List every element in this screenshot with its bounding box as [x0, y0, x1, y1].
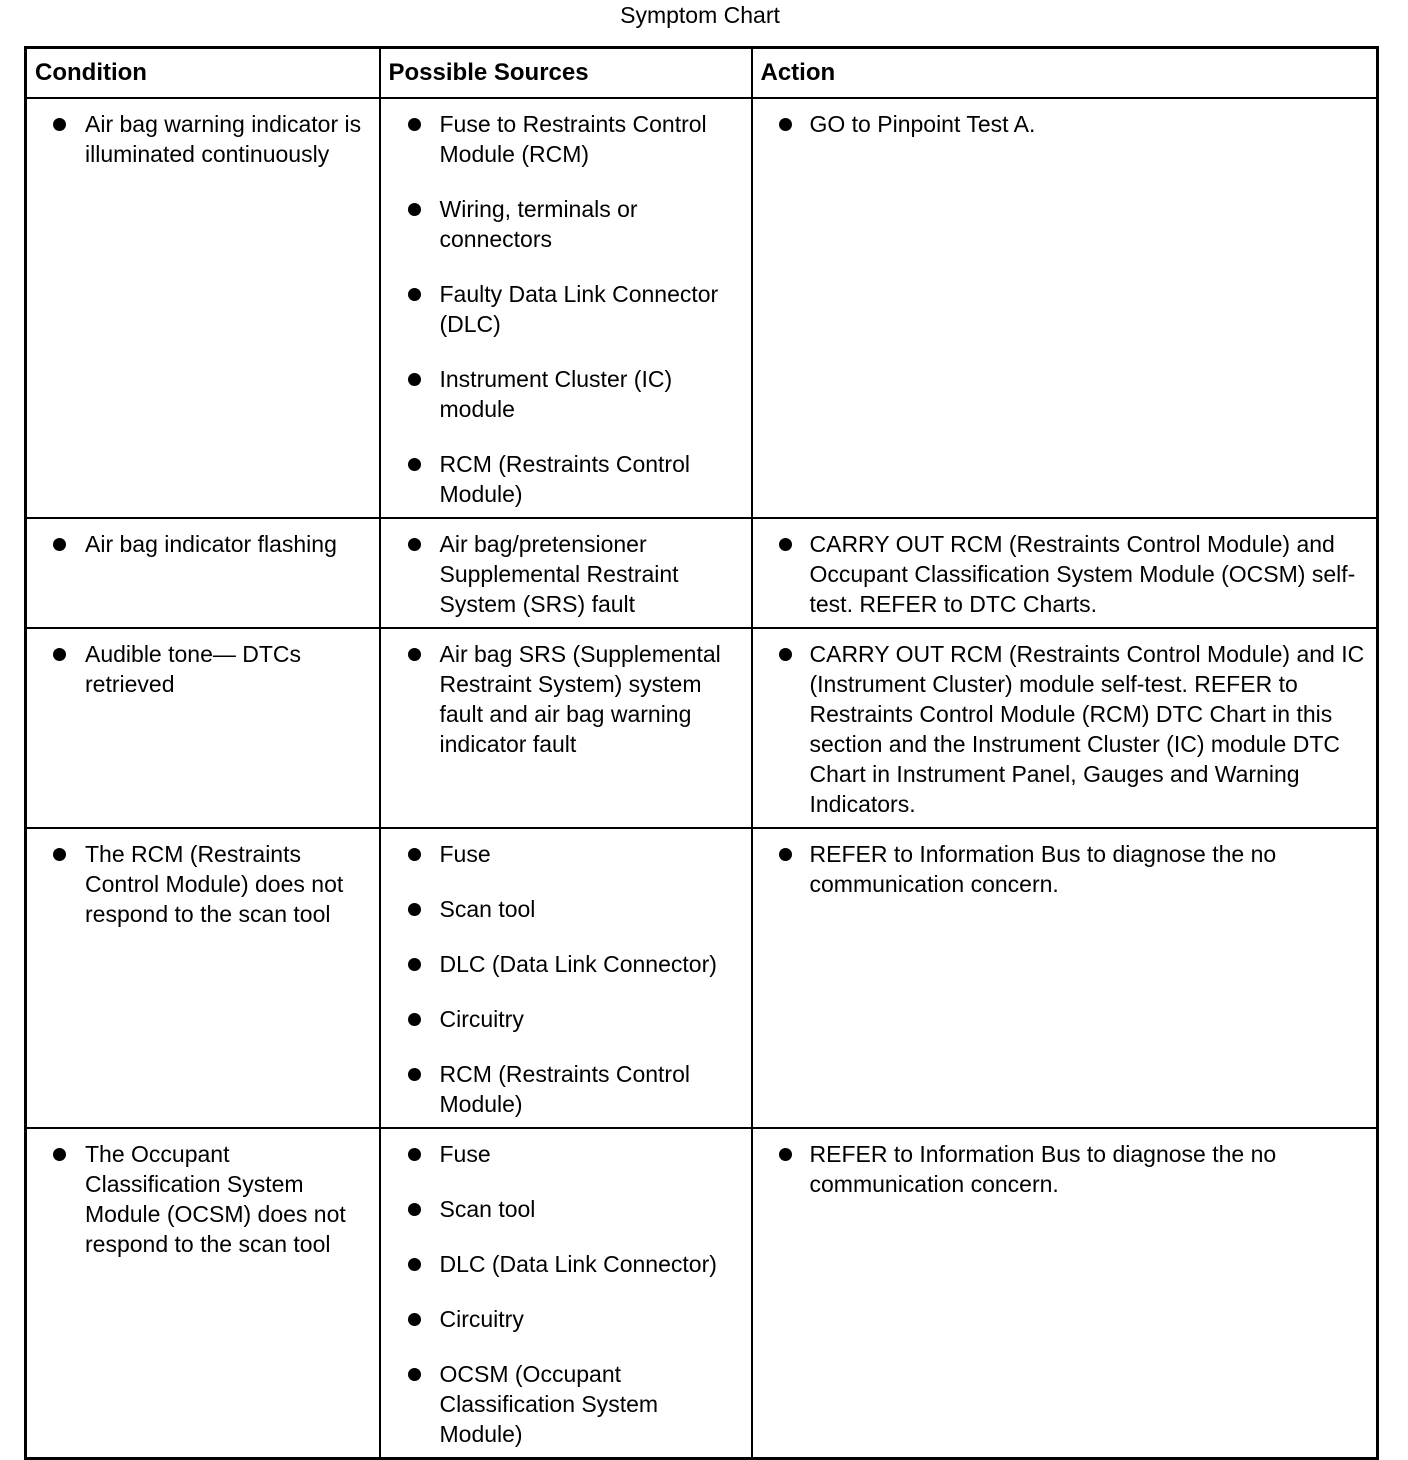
- source-text: Faulty Data Link Connector (DLC): [439, 281, 719, 337]
- sources-cell: [380, 1128, 752, 1459]
- symptom-table: [24, 46, 1379, 1460]
- list-item: [27, 529, 371, 559]
- source-text: Instrument Cluster (IC) module: [439, 366, 673, 422]
- bullet-icon: [408, 1148, 421, 1161]
- source-text: Scan tool: [439, 1196, 536, 1222]
- header-possible-sources: Possible Sources: [380, 48, 752, 99]
- table-row: [26, 828, 1378, 1128]
- list-item: [381, 529, 743, 619]
- list-item: [381, 639, 743, 759]
- condition-cell: [26, 828, 380, 1128]
- list-item: [381, 194, 743, 254]
- table-row: [26, 1128, 1378, 1459]
- page-title: Symptom Chart: [620, 2, 780, 28]
- source-text: Circuitry: [439, 1006, 524, 1032]
- action-text: CARRY OUT RCM (Restraints Control Module) and IC (Instrument Cluster) module self-test. REFER to Restraints Control Module (RCM) DTC Chart in this section and the Instrument Cluster (IC) module DTC Chart in Instrument Panel, Gauges and Warning Indicators.: [809, 641, 1365, 817]
- list-item: [381, 364, 743, 424]
- source-text: Air bag/pretensioner Supplemental Restraint System (SRS) fault: [439, 531, 679, 617]
- bullet-icon: [53, 1148, 66, 1161]
- bullet-icon: [53, 648, 66, 661]
- list-item: [381, 1004, 743, 1034]
- bullet-icon: [408, 118, 421, 131]
- list-item: [381, 894, 743, 924]
- source-text: DLC (Data Link Connector): [439, 1251, 717, 1277]
- list-item: [27, 1139, 371, 1259]
- bullet-icon: [408, 1368, 421, 1381]
- condition-text: Air bag warning indicator is illuminated continuously: [85, 111, 362, 167]
- source-text: OCSM (Occupant Classification System Module): [439, 1361, 659, 1447]
- source-text: DLC (Data Link Connector): [439, 951, 717, 977]
- header-condition: Condition: [26, 48, 380, 99]
- action-cell: [752, 828, 1378, 1128]
- condition-cell: [26, 518, 380, 628]
- list-item: [753, 639, 1369, 819]
- bullet-icon: [779, 1148, 792, 1161]
- source-text: Fuse to Restraints Control Module (RCM): [439, 111, 707, 167]
- list-item: [381, 109, 743, 169]
- source-text: RCM (Restraints Control Module): [439, 451, 690, 507]
- bullet-icon: [408, 958, 421, 971]
- list-item: [381, 839, 743, 869]
- bullet-icon: [408, 648, 421, 661]
- source-text: Air bag SRS (Supplemental Restraint System) system fault and air bag warning indicator fault: [439, 641, 721, 757]
- source-text: Fuse: [439, 1141, 491, 1167]
- bullet-icon: [779, 648, 792, 661]
- bullet-icon: [408, 203, 421, 216]
- sources-cell: [380, 828, 752, 1128]
- bullet-icon: [408, 538, 421, 551]
- bullet-icon: [53, 538, 66, 551]
- list-item: [753, 839, 1369, 899]
- condition-text: The RCM (Restraints Control Module) does not respond to the scan tool: [85, 841, 344, 927]
- action-text: REFER to Information Bus to diagnose the no communication concern.: [809, 841, 1277, 897]
- action-cell: [752, 628, 1378, 828]
- list-item: [381, 949, 743, 979]
- list-item: [381, 1359, 743, 1449]
- bullet-icon: [408, 1313, 421, 1326]
- source-text: RCM (Restraints Control Module): [439, 1061, 690, 1117]
- list-item: [381, 1139, 743, 1169]
- action-text: GO to Pinpoint Test A.: [809, 111, 1036, 137]
- bullet-icon: [408, 1203, 421, 1216]
- bullet-icon: [408, 1068, 421, 1081]
- table-row: [26, 518, 1378, 628]
- condition-text: The Occupant Classification System Module (OCSM) does not respond to the scan tool: [85, 1141, 346, 1257]
- condition-cell: [26, 98, 380, 518]
- bullet-icon: [408, 903, 421, 916]
- list-item: [753, 1139, 1369, 1199]
- list-item: [753, 529, 1369, 619]
- source-text: Wiring, terminals or connectors: [439, 196, 638, 252]
- list-item: [753, 109, 1369, 139]
- table-row: [26, 98, 1378, 518]
- condition-text: Audible tone— DTCs retrieved: [85, 641, 302, 697]
- action-cell: [752, 98, 1378, 518]
- source-text: Circuitry: [439, 1306, 524, 1332]
- bullet-icon: [408, 458, 421, 471]
- source-text: Scan tool: [439, 896, 536, 922]
- sources-cell: [380, 628, 752, 828]
- bullet-icon: [779, 848, 792, 861]
- action-text: REFER to Information Bus to diagnose the no communication concern.: [809, 1141, 1277, 1197]
- list-item: [381, 1249, 743, 1279]
- condition-text: Air bag indicator flashing: [85, 531, 337, 557]
- header-action: Action: [752, 48, 1378, 99]
- bullet-icon: [408, 288, 421, 301]
- bullet-icon: [53, 118, 66, 131]
- action-text: CARRY OUT RCM (Restraints Control Module) and Occupant Classification System Module (OCSM) self-test. REFER to DTC Charts.: [809, 531, 1356, 617]
- list-item: [381, 1194, 743, 1224]
- source-text: Fuse: [439, 841, 491, 867]
- list-item: [27, 839, 371, 929]
- bullet-icon: [408, 1258, 421, 1271]
- list-item: [381, 279, 743, 339]
- bullet-icon: [408, 1013, 421, 1026]
- bullet-icon: [53, 848, 66, 861]
- table-row: [26, 628, 1378, 828]
- bullet-icon: [779, 538, 792, 551]
- bullet-icon: [408, 373, 421, 386]
- list-item: [381, 1059, 743, 1119]
- list-item: [27, 639, 371, 699]
- condition-cell: [26, 628, 380, 828]
- list-item: [381, 449, 743, 509]
- condition-cell: [26, 1128, 380, 1459]
- bullet-icon: [408, 848, 421, 861]
- sources-cell: [380, 518, 752, 628]
- action-cell: [752, 1128, 1378, 1459]
- action-cell: [752, 518, 1378, 628]
- sources-cell: [380, 98, 752, 518]
- list-item: [381, 1304, 743, 1334]
- list-item: [27, 109, 371, 169]
- table-header-row: [26, 48, 1378, 99]
- bullet-icon: [779, 118, 792, 131]
